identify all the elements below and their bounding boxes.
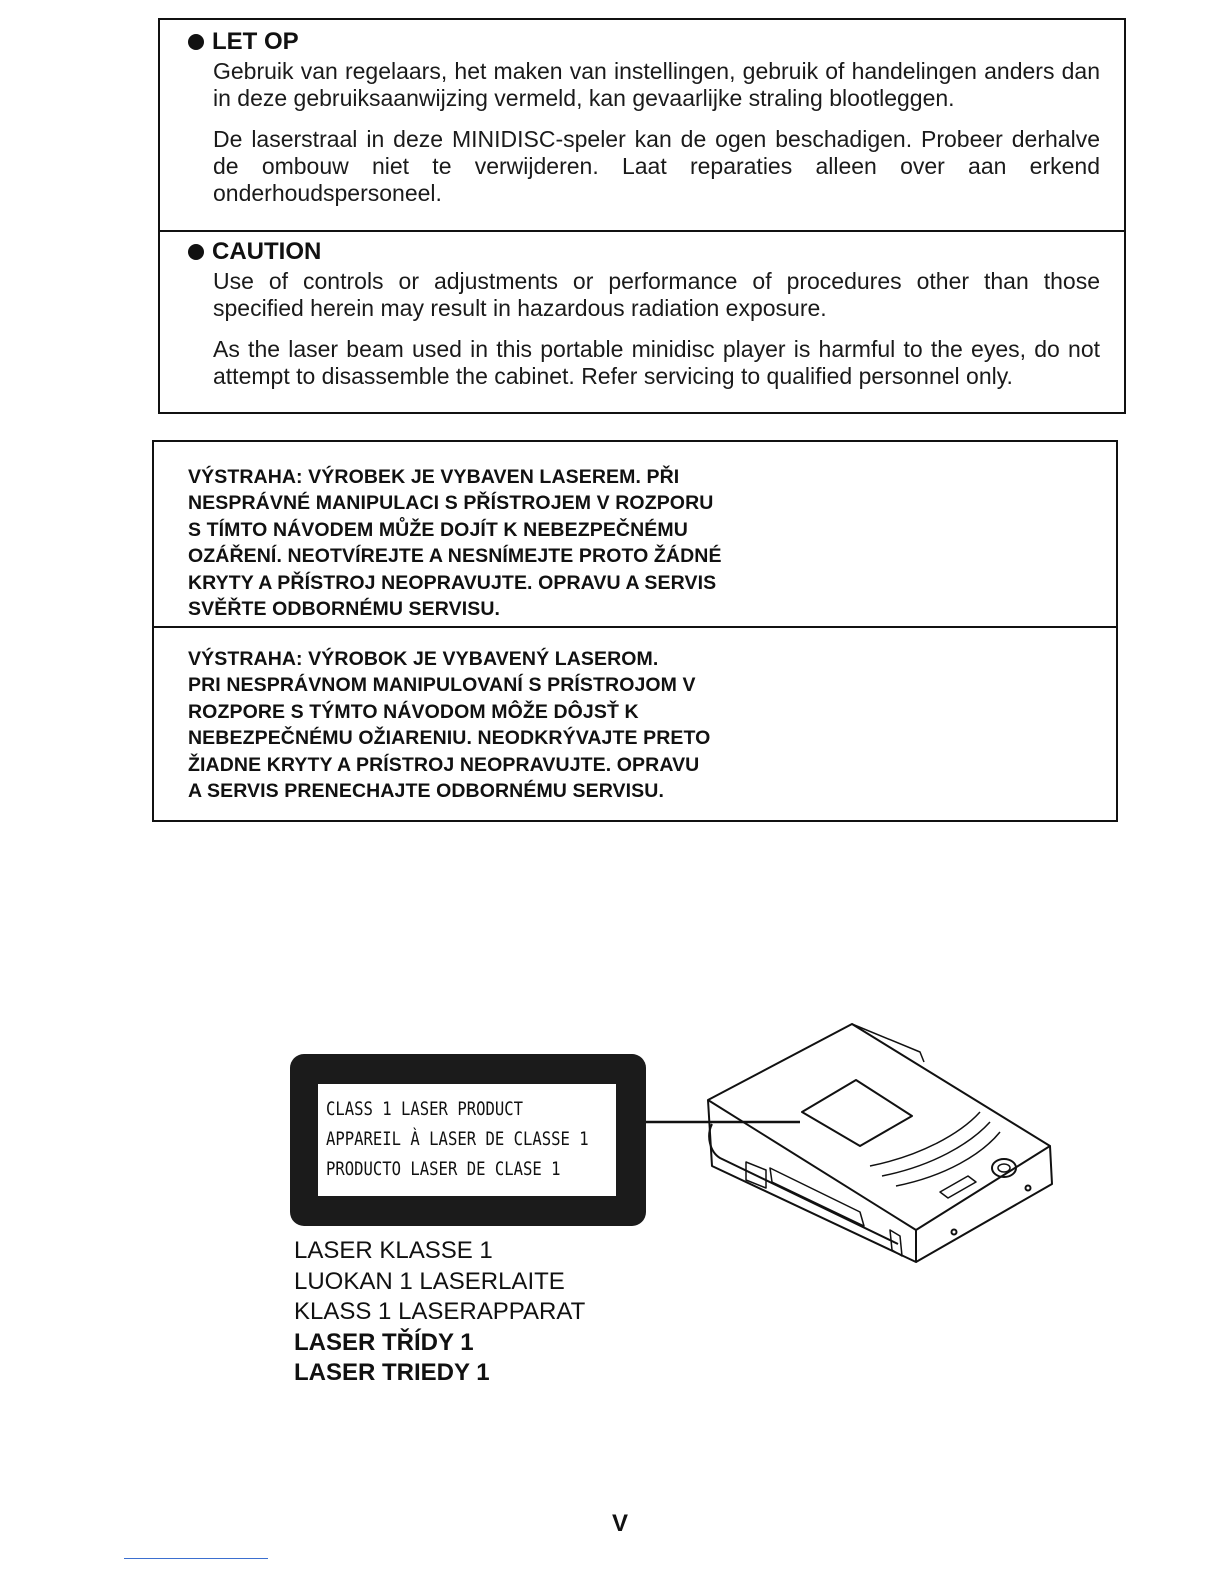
- class-line: KLASS 1 LASERAPPARAT: [294, 1298, 586, 1325]
- slovak-warning: [188, 646, 828, 804]
- disc-window: [802, 1080, 912, 1146]
- warning-line: VÝSTRAHA: VÝROBEK JE VYBAVEN LASEREM. PŘI: [188, 466, 680, 488]
- bullet-icon: [188, 244, 204, 260]
- letop-heading: [188, 28, 1100, 56]
- label-line: APPAREIL À LASER DE CLASSE 1: [326, 1128, 589, 1150]
- player-top-face: [708, 1024, 1050, 1230]
- czech-warning: [188, 464, 828, 622]
- section-divider: [154, 626, 1116, 628]
- letop-paragraph-2: De laserstraal in deze MINIDISC-speler kan de ogen beschadigen. Probeer derhalve de ombouw niet te verwijderen. Laat reparaties alleen over aan erkend onderhoudspersoneel.: [213, 126, 1100, 206]
- warning-line: ROZPORE S TÝMTO NÁVODOM MÔŽE DÔJSŤ K: [188, 700, 639, 723]
- caution-paragraph-1: Use of controls or adjustments or performance of procedures other than those specified herein may result in hazardous radiation exposure.: [213, 268, 1100, 321]
- warning-line: NEBEZPEČNÉMU OŽIARENIU. NEODKRÝVAJTE PRETO: [188, 727, 711, 750]
- warning-line: S TÍMTO NÁVODEM MŮŽE DOJÍT K NEBEZPEČNÉMU: [188, 518, 688, 541]
- laser-label-panel: [318, 1084, 616, 1196]
- page-number: V: [612, 1510, 629, 1537]
- caution-heading: [188, 238, 1100, 266]
- caution-paragraph-2: As the laser beam used in this portable minidisc player is harmful to the eyes, do not attempt to disassemble the cabinet. Refer servicing to qualified personnel only.: [213, 336, 1100, 389]
- letop-heading-text: LET OP: [212, 28, 299, 55]
- player-side-face: [916, 1146, 1052, 1262]
- minidisc-player-illustration: [620, 1016, 1070, 1276]
- warning-line: SVĚŘTE ODBORNÉMU SERVISU.: [188, 598, 501, 621]
- letop-paragraph-1: Gebruik van regelaars, het maken van instellingen, gebruik of handelingen anders dan in deze gebruiksaanwijzing vermeld, kan gevaarlijke straling blootleggen.: [213, 58, 1100, 111]
- footer-rule: [124, 1558, 268, 1559]
- warning-line: PRI NESPRÁVNOM MANIPULOVANÍ S PRÍSTROJOM V: [188, 674, 696, 697]
- warning-line: NESPRÁVNÉ MANIPULACI S PŘÍSTROJEM V ROZPORU: [188, 492, 714, 515]
- class-line: LASER TŘÍDY 1: [294, 1328, 474, 1356]
- warning-line: ŽIADNE KRYTY A PRÍSTROJ NEOPRAVUJTE. OPRAVU: [188, 753, 700, 776]
- letop-section: [188, 28, 1100, 207]
- class-line: LUOKAN 1 LASERLAITE: [294, 1267, 565, 1295]
- laser-class-list: [294, 1236, 585, 1389]
- warning-box-dutch-english: [158, 18, 1126, 414]
- caution-section: [188, 238, 1100, 390]
- class-line: LASER TRIEDY 1: [294, 1359, 490, 1386]
- warning-line: A SERVIS PRENECHAJTE ODBORNÉMU SERVISU.: [188, 780, 664, 803]
- warning-line: OZÁŘENÍ. NEOTVÍREJTE A NESNÍMEJTE PROTO ŽÁDNÉ: [188, 545, 722, 568]
- label-line: CLASS 1 LASER PRODUCT: [326, 1098, 523, 1120]
- warning-line: VÝSTRAHA: VÝROBOK JE VYBAVENÝ LASEROM.: [188, 648, 659, 670]
- section-divider: [160, 230, 1124, 232]
- warning-box-czech-slovak: [152, 440, 1118, 822]
- laser-class-label: [290, 1054, 646, 1226]
- bullet-icon: [188, 34, 204, 50]
- caution-heading-text: CAUTION: [212, 238, 322, 265]
- class-line: LASER KLASSE 1: [294, 1237, 493, 1264]
- label-line: PRODUCTO LASER DE CLASE 1: [326, 1158, 561, 1180]
- warning-line: KRYTY A PŘÍSTROJ NEOPRAVUJTE. OPRAVU A SERVIS: [188, 571, 717, 594]
